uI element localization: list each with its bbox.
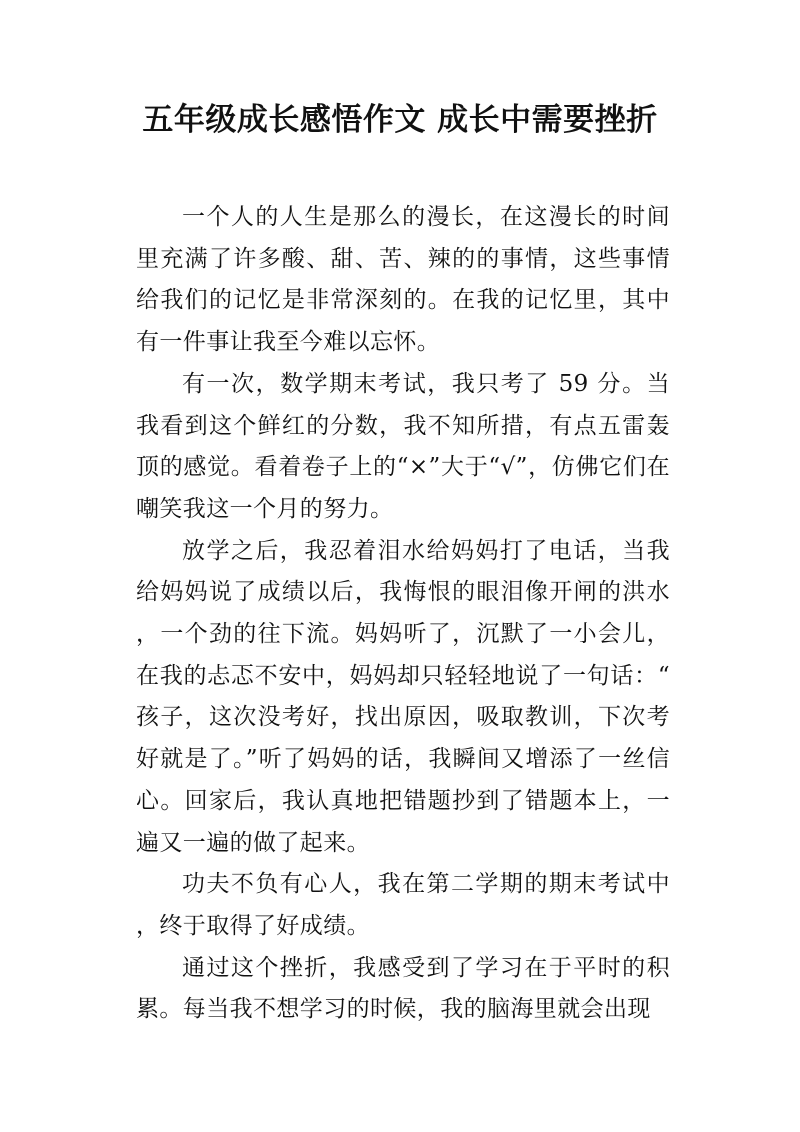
paragraph-2: 有一次，数学期末考试，我只考了 59 分。当我看到这个鲜红的分数，我不知所措，有点五雷轰顶的感觉。看着卷子上的“×”大于“√”，仿佛它们在嘲笑我这一个月的努力。 — [136, 370, 670, 522]
paragraph-4: 功夫不负有心人，我在第二学期的期末考试中，终于取得了好成绩。 — [136, 871, 670, 939]
document-title: 五年级成长感悟作文 成长中需要挫折 — [142, 102, 658, 138]
paragraph-3: 放学之后，我忍着泪水给妈妈打了电话，当我给妈妈说了成绩以后，我悔恨的眼泪像开闸的洪水，一个劲的往下流。妈妈听了，沉默了一小会儿，在我的忐忑不安中，妈妈却只轻轻地说了一句话：“孩子，这次没考好，找出原因，吸取教训，下次考好就是了。”听了妈妈的话，我瞬间又增添了一丝信心。回家后，我认真地把错题抄到了错题本上，一遍又一遍的做了起来。 — [136, 537, 670, 856]
paragraph-1: 一个人的人生是那么的漫长，在这漫长的时间里充满了许多酸、甜、苦、辣的的事情，这些事情给我们的记忆是非常深刻的。在我的记忆里，其中有一件事让我至今难以忘怀。 — [136, 204, 670, 356]
paragraph-5: 通过这个挫折，我感受到了学习在于平时的积累。每当我不想学习的时候，我的脑海里就会出现 — [136, 954, 670, 1023]
essay-body — [136, 197, 670, 1031]
